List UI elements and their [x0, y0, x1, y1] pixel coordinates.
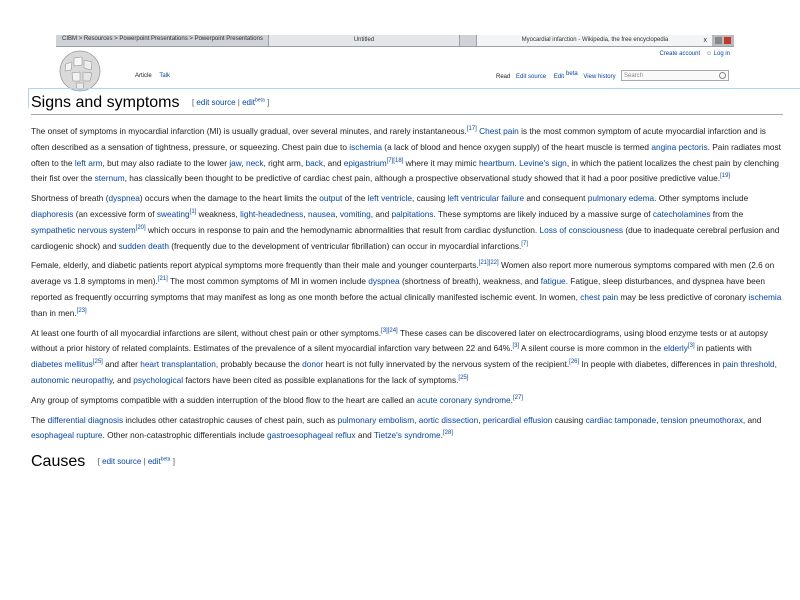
- content-border: [28, 88, 800, 89]
- link-elderly[interactable]: elderly: [663, 343, 688, 354]
- link-lv-failure[interactable]: left ventricular failure: [447, 193, 525, 204]
- link-psychological[interactable]: psychological: [133, 374, 184, 385]
- link-gerd[interactable]: gastroesophageal reflux: [267, 430, 356, 441]
- citation[interactable]: [25]: [458, 375, 469, 382]
- citation[interactable]: [27]: [512, 394, 523, 401]
- link-sudden-death[interactable]: sudden death: [118, 240, 169, 251]
- close-icon[interactable]: x: [703, 37, 707, 44]
- link-acs[interactable]: acute coronary syndrome: [417, 394, 511, 405]
- section-heading-signs: [31, 93, 783, 115]
- link-ischemia-2[interactable]: ischemia: [748, 291, 782, 302]
- link-back[interactable]: back: [305, 157, 323, 168]
- link-pulmonary-embolism[interactable]: pulmonary embolism: [337, 414, 415, 425]
- paragraph-silent: At least one fourth of all myocardial infarctions are silent, without chest pain or other symptoms.[3][24] These cases can be discovered later on electrocardiograms, using blood enzyme tests or at autopsy without a prior history of related complaints. Estimates of the prevalence of a silent myocardial infarction vary between 22 and 64%.[3] A silent course is more common in the elderly[3] in patients with diabetes mellitus[25] and after heart transplantation, probably because the donor heart is not fully innervated by the nervous system of the recipient.[26] In people with diabetes, differences in pain threshold, autonomic neuropathy, and psychological factors have been cited as possible explanations for the lack of symptoms.[25]: [31, 327, 777, 385]
- paragraph-acs: Any group of symptoms compatible with a sudden interruption of the blood flow to the heart are called an acute coronary syndrome.[27]: [31, 394, 523, 405]
- link-sweating[interactable]: sweating: [156, 208, 190, 219]
- namespace-tabs: [132, 72, 173, 80]
- search-icon[interactable]: [719, 72, 726, 79]
- beta-sup: beta: [255, 97, 265, 104]
- section-edit-links: [ edit source | edit$^{beta}$ ]: [191, 97, 270, 107]
- link-tietzes-syndrome[interactable]: Tietze's syndrome: [373, 430, 441, 441]
- tab-talk[interactable]: Talk: [159, 73, 171, 79]
- citation[interactable]: [26]: [569, 359, 580, 366]
- section-title: Signs and symptoms: [31, 94, 180, 111]
- link-output[interactable]: output: [319, 193, 343, 204]
- citation[interactable]: [3]: [512, 343, 520, 350]
- content-border-left: [28, 88, 29, 108]
- article-content: [31, 93, 783, 473]
- tab-read[interactable]: Read: [496, 74, 511, 80]
- link-palpitations[interactable]: palpitations: [391, 208, 434, 219]
- citation[interactable]: [20]: [135, 225, 146, 232]
- link-left-arm[interactable]: left arm: [74, 157, 103, 168]
- beta-sup: beta: [566, 71, 578, 77]
- link-jaw[interactable]: jaw: [229, 157, 242, 168]
- paragraph-dyspnea: Shortness of breath (dyspnea) occurs when the damage to the heart limits the output of the left ventricle, causing left ventricular failure and consequent pulmonary edema. Other symptoms include diaphoresis (an excessive form of sweating[1] weakness, light-headedness, nausea, vomiting, and palpitations. These symptoms are likely induced by a massive surge of catecholamines from the sympathetic nervous system[20] which occurs in response to pain and the hemodynamic abnormalities that result from cardiac dysfunction. Loss of consciousness (due to inadequate cerebral perfusion and cardiogenic shock) and sudden death (frequently due to the development of ventricular fibrillation) can occur in myocardial infarctions.[7]: [31, 193, 780, 251]
- citation[interactable]: [21]: [157, 276, 168, 283]
- link-pain-threshold[interactable]: pain threshold: [722, 359, 775, 370]
- citation[interactable]: [3][24]: [381, 327, 398, 334]
- tab-label: Untitled: [353, 37, 375, 43]
- citation[interactable]: [17]: [466, 126, 477, 133]
- link-levines-sign[interactable]: Levine's sign: [519, 157, 567, 168]
- link-neck[interactable]: neck: [245, 157, 264, 168]
- wikipedia-logo[interactable]: [56, 48, 114, 92]
- edit-source-link[interactable]: edit source: [102, 457, 142, 467]
- citation[interactable]: [3]: [687, 343, 695, 350]
- link-epigastrium[interactable]: epigastrium: [343, 157, 387, 168]
- section-heading-causes: [31, 452, 783, 473]
- minimize-icon[interactable]: [715, 37, 722, 44]
- edit-source-link[interactable]: edit source: [196, 98, 236, 107]
- link-tension-pneumothorax[interactable]: tension pneumothorax: [660, 414, 743, 425]
- link-ischemia[interactable]: ischemia: [349, 141, 382, 152]
- section-edit-links: [ edit source | edit$^{beta}$ ]: [97, 456, 175, 467]
- view-tabs: [494, 72, 618, 82]
- link-cardiac-tamponade[interactable]: cardiac tamponade: [585, 414, 657, 425]
- link-pericardial-effusion[interactable]: pericardial effusion: [482, 414, 553, 425]
- tab-edit[interactable]: Edit $^{beta}$: [553, 71, 578, 80]
- citation[interactable]: [7]: [521, 240, 528, 247]
- link-dyspnea-2[interactable]: dyspnea: [368, 276, 400, 287]
- citation[interactable]: [25]: [92, 359, 103, 366]
- citation[interactable]: [23]: [76, 308, 87, 314]
- link-catecholamines[interactable]: catecholamines: [652, 208, 711, 219]
- edit-link[interactable]: edit: [242, 98, 255, 107]
- paragraph-atypical: Female, elderly, and diabetic patients report atypical symptoms more frequently than their male and younger counterparts.[21][22] Women also report more numerous symptoms compared with men (2.6 on average vs 1.8 symptoms in men).[21] The most common symptoms of MI in women include dyspnea (shortness of breath), weakness, and fatigue. Fatigue, sleep disturbances, and dyspnea have been reported as frequently occurring symptoms that may manifest as long as one month before the actual clinically manifested ischemic event. In women, chest pain may be less predictive of coronary ischemia than in men.[23]: [31, 260, 782, 318]
- link-sternum[interactable]: sternum: [94, 173, 125, 184]
- browser-tab-wikipedia[interactable]: [476, 35, 714, 46]
- create-account-link[interactable]: Create account: [659, 51, 701, 57]
- link-diabetes[interactable]: diabetes mellitus: [31, 359, 93, 370]
- link-esophageal-rupture[interactable]: esophageal rupture: [31, 430, 103, 441]
- link-diaphoresis[interactable]: diaphoresis: [31, 208, 74, 219]
- section-title: Causes: [31, 453, 86, 471]
- link-loss-consciousness[interactable]: Loss of consciousness: [539, 224, 624, 235]
- link-nausea[interactable]: nausea: [307, 208, 336, 219]
- user-icon: ☺: [705, 51, 712, 57]
- link-pulmonary-edema[interactable]: pulmonary edema: [587, 193, 655, 204]
- tab-label: Myocardial infarction - Wikipedia, the free encyclopedia: [521, 37, 669, 43]
- link-fatigue[interactable]: fatigue: [540, 276, 566, 287]
- tab-edit-source[interactable]: Edit source: [516, 74, 547, 80]
- citation[interactable]: [7][18]: [386, 157, 404, 164]
- browser-tab-strip: [56, 35, 734, 47]
- link-donor[interactable]: donor: [302, 359, 324, 370]
- browser-tab-untitled[interactable]: [268, 35, 460, 46]
- paragraph-differential: The differential diagnosis includes other catastrophic causes of chest pain, such as pulmonary embolism, aortic dissection, pericardial effusion causing cardiac tamponade, tension pneumothorax, and esophageal rupture. Other non-catastrophic differentials include gastroesophageal reflux and Tietze's syndrome.[28]: [31, 414, 762, 441]
- link-vomiting[interactable]: vomiting: [339, 208, 371, 219]
- window-controls: [712, 35, 734, 46]
- citation[interactable]: [28]: [442, 430, 453, 437]
- beta-sup: beta: [160, 456, 171, 463]
- link-chest-pain[interactable]: Chest pain: [479, 126, 519, 136]
- close-window-icon[interactable]: [724, 37, 731, 44]
- link-light-headedness[interactable]: light-headedness: [240, 208, 304, 219]
- link-angina[interactable]: angina pectoris: [651, 141, 708, 152]
- search-input[interactable]: [621, 70, 729, 81]
- breadcrumb: CIBM > Resources > Powerpoint Presentations > Powerpoint Presentations: [62, 36, 263, 42]
- tab-view-history[interactable]: View history: [583, 74, 616, 80]
- tab-article[interactable]: Article: [135, 73, 152, 79]
- link-heart-transplant[interactable]: heart transplantation: [140, 359, 216, 370]
- link-heartburn[interactable]: heartburn: [478, 157, 515, 168]
- link-chest-pain-2[interactable]: chest pain: [580, 291, 619, 302]
- link-left-ventricle[interactable]: left ventricle: [367, 193, 412, 204]
- paragraph-onset: The onset of symptoms in myocardial infarction (MI) is usually gradual, over several minutes, and rarely instantaneous.[17] Chest pain is the most common symptom of acute myocardial infarction and is often described as a sensation of tightness, pressure, or squeezing. Chest pain due to ischemia (a lack of blood and hence oxygen supply) of the heart muscle is termed angina pectoris. Pain radiates most often to the left arm, but may also radiate to the lower jaw, neck, right arm, back, and epigastrium[7][18] where it may mimic heartburn. Levine's sign, in which the patient localizes the chest pain by clenching their fist over the sternum, has classically been thought to be predictive of cardiac chest pain, although a prospective observational study showed that it had a poor positive predictive value.[19]: [31, 126, 781, 184]
- link-dyspnea[interactable]: dyspnea: [108, 193, 140, 204]
- link-sympathetic-ns[interactable]: sympathetic nervous system: [31, 224, 136, 235]
- citation[interactable]: [1]: [189, 209, 197, 216]
- link-differential-diagnosis[interactable]: differential diagnosis: [47, 414, 124, 425]
- link-autonomic-neuropathy[interactable]: autonomic neuropathy: [31, 374, 113, 385]
- citation[interactable]: [19]: [720, 173, 731, 180]
- link-aortic-dissection[interactable]: aortic dissection: [418, 414, 479, 425]
- citation[interactable]: [21][22]: [478, 260, 499, 267]
- search-placeholder: Search: [624, 73, 644, 79]
- login-link[interactable]: Log in: [713, 51, 730, 57]
- personal-tools: [659, 51, 730, 57]
- edit-link[interactable]: edit: [147, 457, 161, 467]
